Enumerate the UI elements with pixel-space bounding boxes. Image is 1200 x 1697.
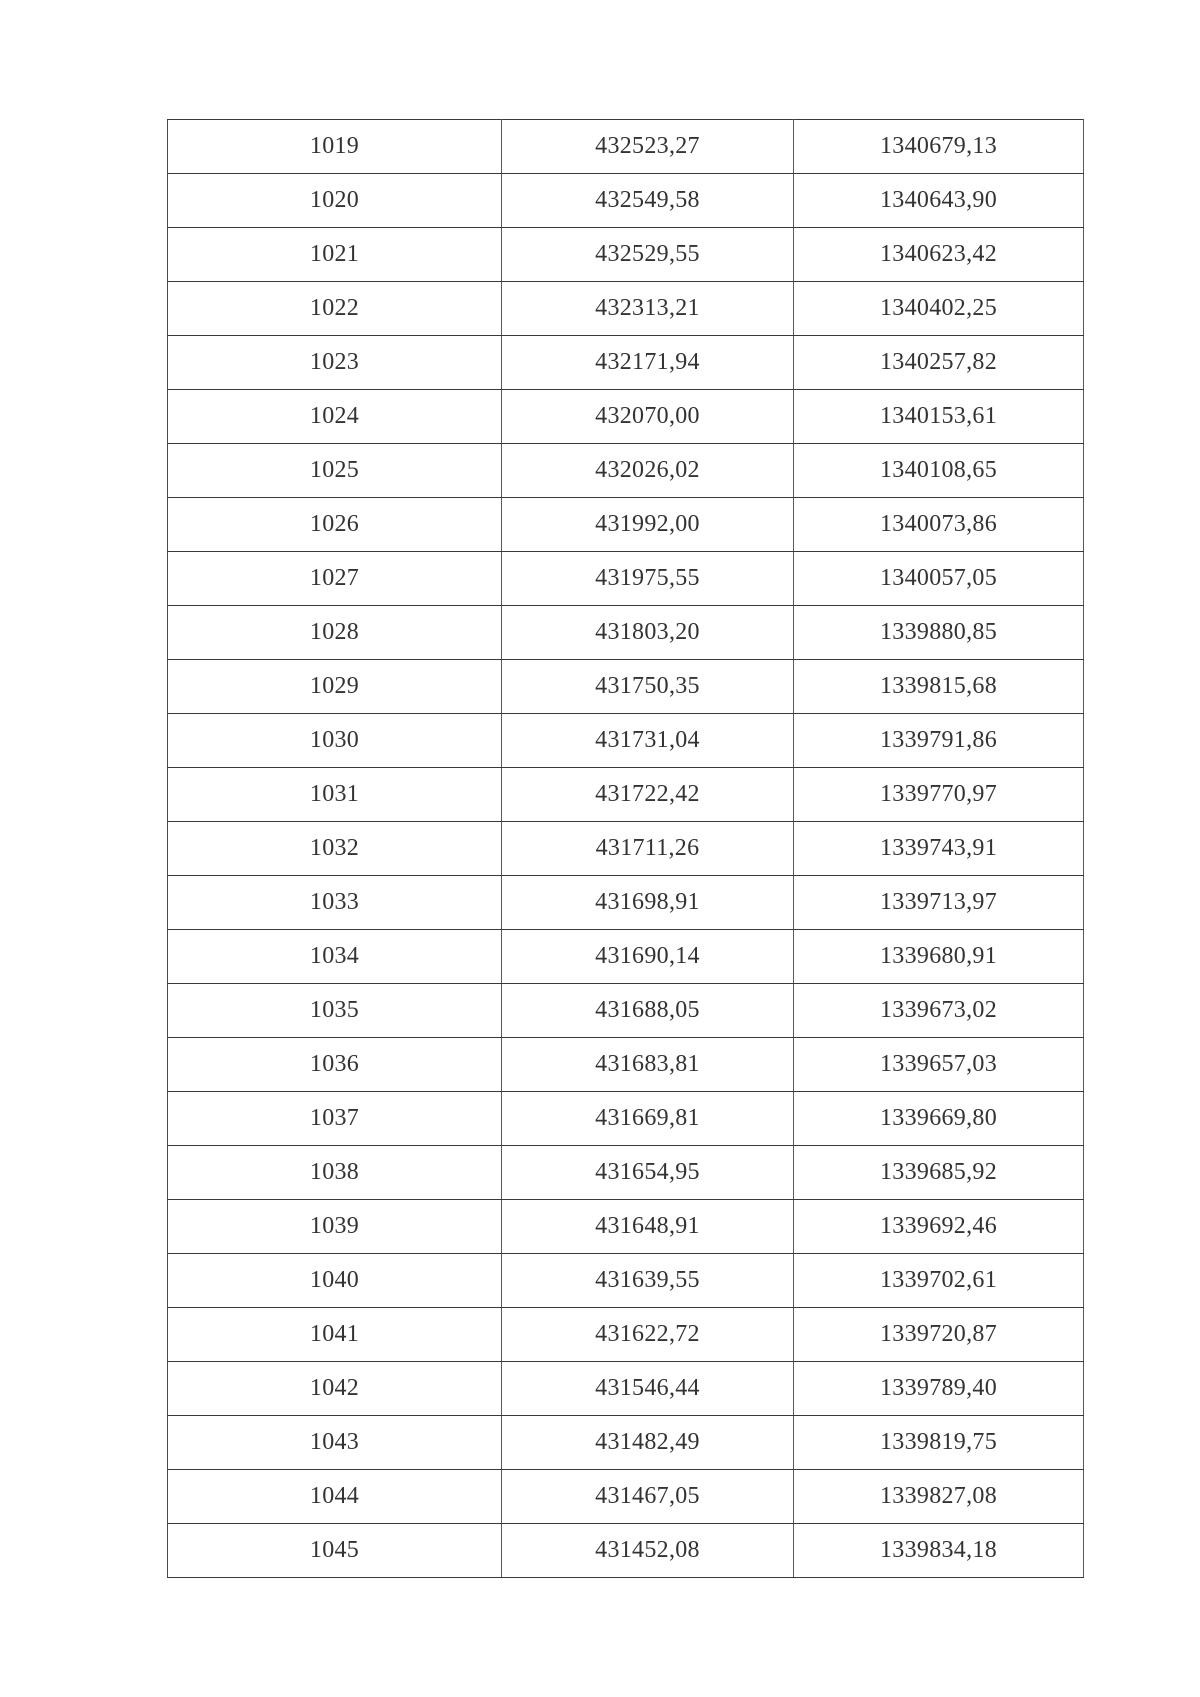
x-coordinate-cell: 431648,91 (502, 1200, 794, 1254)
x-coordinate-cell: 431467,05 (502, 1470, 794, 1524)
x-coordinate-cell: 432529,55 (502, 228, 794, 282)
table-row (168, 1362, 1084, 1416)
x-coordinate-cell: 431731,04 (502, 714, 794, 768)
table-row (168, 282, 1084, 336)
point-number-cell: 1034 (168, 930, 502, 984)
x-coordinate-cell: 431722,42 (502, 768, 794, 822)
table-row (168, 660, 1084, 714)
x-coordinate-cell: 431803,20 (502, 606, 794, 660)
point-number-cell: 1041 (168, 1308, 502, 1362)
point-number-cell: 1035 (168, 984, 502, 1038)
point-number-cell: 1027 (168, 552, 502, 606)
table-row (168, 228, 1084, 282)
table-row (168, 1092, 1084, 1146)
point-number-cell: 1033 (168, 876, 502, 930)
x-coordinate-cell: 432070,00 (502, 390, 794, 444)
point-number-cell: 1026 (168, 498, 502, 552)
y-coordinate-cell: 1339713,97 (794, 876, 1084, 930)
y-coordinate-cell: 1339819,75 (794, 1416, 1084, 1470)
point-number-cell: 1030 (168, 714, 502, 768)
y-coordinate-cell: 1340257,82 (794, 336, 1084, 390)
x-coordinate-cell: 431750,35 (502, 660, 794, 714)
x-coordinate-cell: 432549,58 (502, 174, 794, 228)
y-coordinate-cell: 1340153,61 (794, 390, 1084, 444)
table-row (168, 444, 1084, 498)
point-number-cell: 1029 (168, 660, 502, 714)
point-number-cell: 1037 (168, 1092, 502, 1146)
table-row (168, 822, 1084, 876)
point-number-cell: 1023 (168, 336, 502, 390)
table-row (168, 498, 1084, 552)
point-number-cell: 1040 (168, 1254, 502, 1308)
table-row (168, 1470, 1084, 1524)
y-coordinate-cell: 1339815,68 (794, 660, 1084, 714)
table-row (168, 930, 1084, 984)
point-number-cell: 1024 (168, 390, 502, 444)
table-row (168, 1524, 1084, 1578)
y-coordinate-cell: 1339692,46 (794, 1200, 1084, 1254)
point-number-cell: 1044 (168, 1470, 502, 1524)
point-number-cell: 1028 (168, 606, 502, 660)
x-coordinate-cell: 431975,55 (502, 552, 794, 606)
x-coordinate-cell: 432313,21 (502, 282, 794, 336)
point-number-cell: 1038 (168, 1146, 502, 1200)
point-number-cell: 1036 (168, 1038, 502, 1092)
x-coordinate-cell: 431683,81 (502, 1038, 794, 1092)
x-coordinate-cell: 431482,49 (502, 1416, 794, 1470)
x-coordinate-cell: 431698,91 (502, 876, 794, 930)
table-row (168, 120, 1084, 174)
point-number-cell: 1042 (168, 1362, 502, 1416)
table-row (168, 390, 1084, 444)
y-coordinate-cell: 1339673,02 (794, 984, 1084, 1038)
coordinates-table (167, 119, 1084, 1578)
y-coordinate-cell: 1339685,92 (794, 1146, 1084, 1200)
table-row (168, 1038, 1084, 1092)
point-number-cell: 1031 (168, 768, 502, 822)
y-coordinate-cell: 1339680,91 (794, 930, 1084, 984)
table-row (168, 1308, 1084, 1362)
table-row (168, 714, 1084, 768)
x-coordinate-cell: 431688,05 (502, 984, 794, 1038)
point-number-cell: 1020 (168, 174, 502, 228)
point-number-cell: 1032 (168, 822, 502, 876)
table-row (168, 174, 1084, 228)
y-coordinate-cell: 1339657,03 (794, 1038, 1084, 1092)
point-number-cell: 1021 (168, 228, 502, 282)
y-coordinate-cell: 1339770,97 (794, 768, 1084, 822)
table-row (168, 552, 1084, 606)
table-row (168, 1254, 1084, 1308)
y-coordinate-cell: 1339669,80 (794, 1092, 1084, 1146)
table-row (168, 768, 1084, 822)
x-coordinate-cell: 431669,81 (502, 1092, 794, 1146)
y-coordinate-cell: 1339743,91 (794, 822, 1084, 876)
point-number-cell: 1045 (168, 1524, 502, 1578)
point-number-cell: 1022 (168, 282, 502, 336)
y-coordinate-cell: 1339834,18 (794, 1524, 1084, 1578)
coordinates-table-body (168, 120, 1084, 1578)
y-coordinate-cell: 1339791,86 (794, 714, 1084, 768)
y-coordinate-cell: 1339702,61 (794, 1254, 1084, 1308)
y-coordinate-cell: 1340643,90 (794, 174, 1084, 228)
x-coordinate-cell: 431992,00 (502, 498, 794, 552)
y-coordinate-cell: 1339880,85 (794, 606, 1084, 660)
y-coordinate-cell: 1339789,40 (794, 1362, 1084, 1416)
x-coordinate-cell: 431452,08 (502, 1524, 794, 1578)
point-number-cell: 1025 (168, 444, 502, 498)
table-row (168, 876, 1084, 930)
table-row (168, 606, 1084, 660)
y-coordinate-cell: 1340402,25 (794, 282, 1084, 336)
x-coordinate-cell: 432523,27 (502, 120, 794, 174)
point-number-cell: 1043 (168, 1416, 502, 1470)
y-coordinate-cell: 1340073,86 (794, 498, 1084, 552)
x-coordinate-cell: 431654,95 (502, 1146, 794, 1200)
y-coordinate-cell: 1339827,08 (794, 1470, 1084, 1524)
table-row (168, 1416, 1084, 1470)
y-coordinate-cell: 1340057,05 (794, 552, 1084, 606)
x-coordinate-cell: 431639,55 (502, 1254, 794, 1308)
table-row (168, 1200, 1084, 1254)
table-row (168, 1146, 1084, 1200)
x-coordinate-cell: 431690,14 (502, 930, 794, 984)
point-number-cell: 1019 (168, 120, 502, 174)
x-coordinate-cell: 432026,02 (502, 444, 794, 498)
y-coordinate-cell: 1340679,13 (794, 120, 1084, 174)
x-coordinate-cell: 431546,44 (502, 1362, 794, 1416)
y-coordinate-cell: 1340623,42 (794, 228, 1084, 282)
y-coordinate-cell: 1339720,87 (794, 1308, 1084, 1362)
y-coordinate-cell: 1340108,65 (794, 444, 1084, 498)
table-row (168, 336, 1084, 390)
table-row (168, 984, 1084, 1038)
x-coordinate-cell: 432171,94 (502, 336, 794, 390)
x-coordinate-cell: 431711,26 (502, 822, 794, 876)
point-number-cell: 1039 (168, 1200, 502, 1254)
x-coordinate-cell: 431622,72 (502, 1308, 794, 1362)
